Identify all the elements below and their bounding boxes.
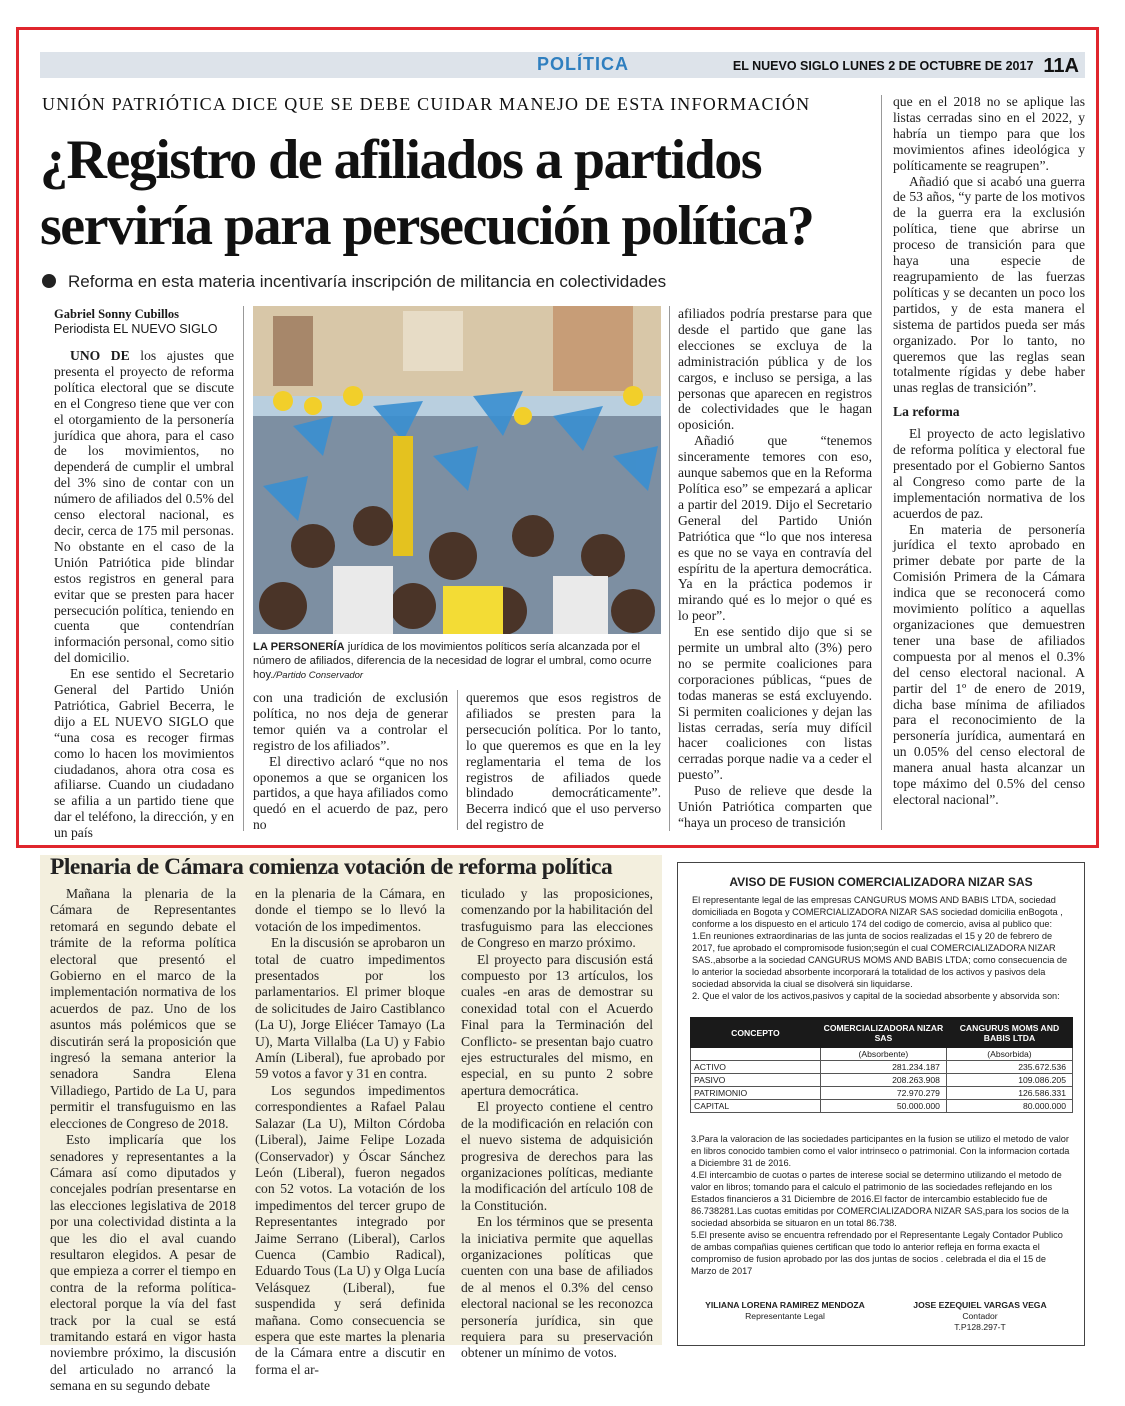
table-cell: 208.263.908 [820,1074,946,1087]
paragraph: En ese sentido el Secretario General del Partido Unión Patriótica, Gabriel Becerra, le dijo a EL NUEVO SIGLO que “una cosa es recoger firmas como lo hacen los movimientos ciudadanos, ahora otra cosa es afiliarse. Cuando un ciudadano se afilia a un partido tiene que dar el teléfono, la dirección, y en un país [54,666,234,841]
page-number: 11A [1043,55,1079,77]
signer-name: JOSE EZEQUIEL VARGAS VEGA [913,1300,1047,1310]
column-divider [881,95,882,830]
table-cell: (Absorbida) [946,1048,1072,1061]
article-deck [42,272,882,292]
article-column-2 [253,690,448,833]
masthead-date: EL NUEVO SIGLO LUNES 2 DE OCTUBRE DE 2017 [732,59,1034,73]
notice-title: AVISO DE FUSION COMERCIALIZADORA NIZAR SAS [729,875,1033,889]
signature-accountant [890,1300,1070,1333]
paragraph: Puso de relieve que desde la Unión Patriótica comparten que “haya un proceso de transición [678,783,872,830]
notice-item-5: 5.El presente aviso se encuentra refrendado por el Representante Legaly Contador Publico de ambas compañias quienes certifican que todo lo anterior refleja en forma exacta el compromiso de fusion aprobado por las dos juntas de socios . celebrada el dia el 15 de Marzo de 2017 [691,1230,1063,1276]
second-article-headline: Plenaria de Cámara comienza votación de reforma política [50,854,613,880]
table-header: CANGURUS MOMS AND BABIS LTDA [946,1018,1072,1048]
second-article-column-1 [50,886,236,1395]
signer-role: Contador [962,1311,998,1321]
paragraph: Añadió que si acabó una guerra de 53 años, “y parte de los motivos de la guerra era la exclusión política, tiene que abrirse un proceso de transición para que haya una especie de reagrupamiento de las fuerzas políticas y se decanten un poco los partidos, y de esta manera el sistema de partidos pueda ser más organizado. Por lo tanto, no queremos que las reglas sean totalmente rígidas y debe haber unas reglas de transición”. [893,173,1085,396]
table-cell: 109.086.205 [946,1074,1072,1087]
crowd-photo-illustration [253,306,661,634]
paragraph: los ajustes que presenta el proyecto de reforma política electoral que se discute en el Congreso tiene que ver con el otorgamiento de la personería jurídica que ahora, para el caso de los movimientos, no dependerá de cumplir el umbral del 3% sino de contar con un número de afiliados del 0.5% del censo electoral nacional, es decir, cerca de 175 mil personas. No obstante en el caso de la Unión Patriótica pide blindar estos registros en general para evitar que se presten para hacer persecución política, teniendo en cuenta que contendrían información personal, como sitio del domicilio. [54,348,234,666]
table-row [691,1074,1073,1087]
paragraph: Esto implicaría que los senadores y representantes a la Cámara así como diputados y concejales podrían presentarse en las elecciones legislativa de 2018 por una colectividad distinta a la que les dio el aval cuando resultaron elegidos. A pesar de que empieza a correr el tiempo en contra de la reforma política-electoral porque la vía del fast track por la cual se está tramitando estará en vigor hasta noviembre próximo, la discusión del articulado no arrancó la semana en su segundo debate [50,1132,236,1394]
paragraph: En materia de personería jurídica el texto aprobado en primer debate por parte de la Comisión Primera de la Cámara indica que se reconocerá como movimiento político a aquellas organizaciones que demuestren tener una base de afiliados compuesta por al menos el 0.3% del censo electoral nacional. A partir del 1º de enero de 2019, dicha base mínima de afiliados para el reconocimiento de la personería jurídica, aumentará en un 0.05% del censo electoral de manera anual hasta alcanzar un tope máximo del 0.5% del censo electoral nacional”. [893,521,1085,807]
paragraph: Añadió que “tenemos sinceramente temores con eso, aunque sabemos que en la Reforma Política eso” se empezará a aplicar a partir del 2019. Dijo el Secretario General del Partido Unión Patriótica que “lo que nos interesa es que no se vaya en contravía del espíritu de la apertura democrática. Ya en la práctica podemos ir mirando qué es lo mejor o qué es lo peor”. [678,433,872,624]
signer-name: YILIANA LORENA RAMIREZ MENDOZA [705,1300,865,1310]
paragraph: en la plenaria de la Cámara, en donde el tiempo se lo llevó la votación de los impedimentos. [255,886,445,934]
byline-role: Periodista EL NUEVO SIGLO [54,322,218,336]
paragraph: En ese sentido dijo que si se permite un umbral alto (3%) pero no se permite coaliciones para corporaciones públicas, “pues de todas maneras se está excluyendo. Si permiten coaliciones y dejan las listas cerradas, sería muy difícil hacer coaliciones con listas cerradas porque nadie va a ceder el puesto”. [678,624,872,783]
paragraph: El directivo aclaró “que no nos oponemos a que se organicen los partidos, a que haya afiliados como quedó en el acuerdo de paz, pero no [253,753,448,833]
notice-item-1: 1.En reuniones extraordinarias de las junta de socios realizadas el 15 y 20 de febrero de 2017, fue aprobado el compromisode fusion;según el cual COMERCIALIZADORA NIZAR SAS.,absorbe a la sociedad CANGURUS MOMS AND BABIS LTDA; como consecuencia de lo anterior la sociedad absorbente incorporará la totalidad de los activos y pasivos dela sociedad absorvida la ciual se disolverá sin liquidarse. [692,931,1068,989]
paragraph: El proyecto de acto legislativo de reforma política y electoral fue presentado por el Gobierno Santos al Congreso como parte de la implementación normativa de los acuerdos de paz. [893,426,1085,521]
paragraph: ticulado y las proposiciones, comenzando por la habilitación del trasfuguismo para las elecciones de Congreso en marzo próximo. [461,886,653,951]
notice-body-continued [691,1133,1073,1277]
table-cell: PASIVO [691,1074,821,1087]
table-cell: 50.000.000 [820,1100,946,1113]
paragraph: Mañana la plenaria de la Cámara de Representantes retomará en segundo debate el trámite de la reforma política electoral que presentó el Gobierno en el marco de la implementación normativa de los acuerdos de paz. Uno de los asuntos más polémicos que se discutirán será la proposición que ingresó la semana anterior la senadora Sandra Elena Villadiego, Partido de La U, para permitir el transfuguismo en las elecciones de Congreso de 2018. [50,886,236,1131]
table-cell: ACTIVO [691,1061,821,1074]
table-cell: 235.672.536 [946,1061,1072,1074]
article-column-3 [466,690,661,833]
caption-text: jurídica de los movimientos políticos sería alcanzada por el número de afiliados, diferencia de la necesidad de lograr el umbral, como ocurre hoy. [253,641,652,681]
photo-caption [253,640,661,683]
table-cell: 80.000.000 [946,1100,1072,1113]
article-headline: ¿Registro de afiliados a partidos serviría para persecución política? [40,129,814,257]
section-header-bar [40,52,1085,78]
signer-id: T.P128.297-T [954,1322,1006,1332]
bullet-icon [42,274,56,288]
table-subheader-row [691,1048,1073,1061]
notice-item-4: 4.El intercambio de cuotas o partes de interese social se determino utilizando el metodo de valor en libros; tomando para el calculo el patrimonio de las sociedades reflejando en los Estados financieros a 31 Diciembre de 2016.El factor de intercambio establecido fue de 86.738281.Las cuotas emitidas por COMERCIALIZADORA NIZAR SAS,para los socios de la sociedad absorbida se situaron en un total 86.738. [691,1170,1069,1228]
column-divider [669,306,670,831]
table-cell: CAPITAL [691,1100,821,1113]
paragraph: queremos que esos registros de afiliados se presten para la persecución política. Por lo tanto, lo que queremos es que en la ley reglamentaria el tema de los registros de afiliados quede blindado democráticamente”. Becerra indicó que el uso perverso del registro de [466,690,661,833]
article-column-4 [678,306,872,831]
paragraph: En los términos que se presenta la iniciativa permite que aquellas organizaciones políticas que cuenten con una base de afiliados de al menos el 0.3% del censo electoral nacional se les reconozca personería jurídica, sin que requiera para su preservación obtener un mínimo de votos. [461,1214,653,1361]
column-divider [243,306,244,831]
article-kicker: UNIÓN PATRIÓTICA DICE QUE SE DEBE CUIDAR MANEJO DE ESTA INFORMACIÓN [42,94,811,114]
paragraph: En la discusión se aprobaron un total de cuatro impedimentos presentados por los parlamentarios. El primer bloque de solicitudes de Jairo Castiblanco (La U), Jorge Eliécer Tamayo (La U), Marta Villalba (La U) y Fabio Amín (Liberal), fue aprobado por 59 votos a favor y 31 en contra. [255,935,445,1082]
table-cell [691,1048,821,1061]
subheading: La reforma [893,404,960,420]
table-row [691,1100,1073,1113]
paragraph: afiliados podría prestarse para que desde el partido que gane las elecciones se excluya de la administración pública y de los cargos, e incluso se persiga, a las personas que aparecen en registros de colectividades que le hagan oposición. [678,306,872,433]
notice-intro: El representante legal de las empresas CANGURUS MOMS AND BABIS LTDA, sociedad domiciliada en Bogota y COMERCIALIZADORA NIZAR SAS sociedad domicilia enBogota , conforme a los dispuesto en el articulo 174 del codigo de comercio, avisa al publico que: [692,895,1063,929]
table-header: CONCEPTO [691,1018,821,1048]
paragraph: Los segundos impedimentos correspondientes a Rafael Palau Salazar (La U), Milton Córdoba (Liberal), Jaime Felipe Lozada (Conservador) y Óscar Sánchez León (Liberal), fueron negados con 52 votos. La votación de los impedimentos del tercer grupo de Representantes integrado por Jaime Serrano (Liberal), Carlos Cuenca (Cambio Radical), Eduardo Tous (La U) y Olga Lucía Velásquez (Liberal), fue suspendida y será definida mañana. Como consecuencia se espera que este martes la plenaria de la Cámara entre a discutir en forma el ar- [255,1082,445,1377]
signer-role: Representante Legal [745,1311,825,1321]
article-column-5 [893,94,1085,808]
table-cell: 126.586.331 [946,1087,1072,1100]
table-cell: PATRIMONIO [691,1087,821,1100]
notice-item-3: 3.Para la valoracion de las sociedades participantes en la fusion se utilizo el metodo de valor en libros conocido tambien como el valor intrinseco o patrimonial. Con la informacion cortada a Diciembre 31 de 2016. [691,1134,1070,1168]
crowd-photo [253,306,661,634]
signature-representative [690,1300,880,1322]
table-cell: (Absorbente) [820,1048,946,1061]
balance-table [690,1017,1073,1113]
second-article-column-2 [255,886,445,1378]
table-row [691,1087,1073,1100]
notice-body [692,894,1074,1002]
caption-label: LA PERSONERÍA [253,641,345,653]
table-row [691,1061,1073,1074]
paragraph: El proyecto contiene el centro de la modificación en relación con el nuevo sistema de adquisición progresiva de derechos para las organizaciones políticas, mediante la modificación del artículo 108 de la Constitución. [461,1099,653,1213]
table-header-row [691,1018,1073,1048]
paragraph: que en el 2018 no se aplique las listas cerradas sino en el 2022, y habría un tiempo para que los movimientos afines ideológica y políticamente se reagrupen”. [893,94,1085,173]
article-column-1 [54,348,234,841]
masthead [733,55,1079,78]
table-cell: 72.970.279 [820,1087,946,1100]
paragraph: con una tradición de exclusión política, no nos deja de generar temor quién va a controlar el registro de los afiliados”. [253,690,448,753]
deck-text: Reforma en esta materia incentivaría inscripción de militancia en colectividades [68,272,667,291]
table-header: COMERCIALIZADORA NIZAR SAS [820,1018,946,1048]
notice-item-2: 2. Que el valor de los activos,pasivos y capital de la sociedad absorbente y absorvida son: [692,991,1060,1001]
lead-in: UNO DE [70,348,130,363]
table-cell: 281.234.187 [820,1061,946,1074]
photo-credit: /Partido Conservador [273,670,364,681]
second-article-column-3 [461,886,653,1362]
paragraph: El proyecto para discusión está compuesto por 13 artículos, los cuales -en aras de demostrar su conexidad total con el Acuerdo Final para la Terminación del Conflicto- se presentan bajo cuatro ejes estructurales del mismo, en especial, en su punto 2 sobre apertura democrática. [461,951,653,1098]
byline-author: Gabriel Sonny Cubillos [54,307,180,321]
section-name: POLÍTICA [537,54,629,74]
column-divider [457,690,458,830]
